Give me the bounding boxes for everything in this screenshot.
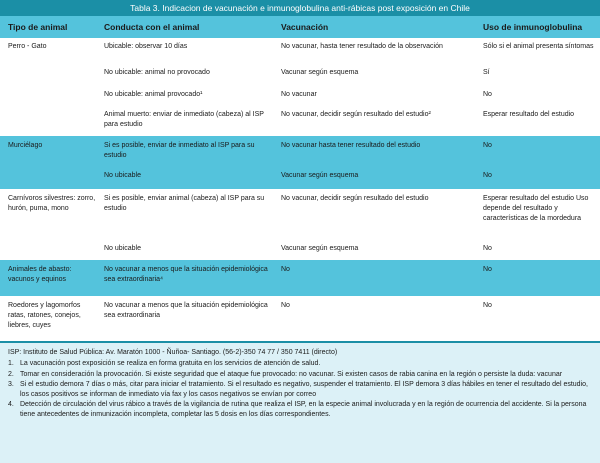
inmuno-cell: Sólo si el animal presenta síntomas xyxy=(483,43,594,50)
vacunacion-cell: No xyxy=(281,266,290,273)
footnote: 2. Tomar en consideración la provocación. Si existe seguridad que el ataque fue provocado: no vacunar. Si existen casos de rabia canina en la región o persiste la duda: vacunar xyxy=(8,370,563,378)
animal-cell: Carnívoros silvestres: zorro, hurón, puma, mono xyxy=(8,195,96,212)
table-row xyxy=(0,108,600,136)
animal-cell: Roedores y lagomorfos ratas, ratones, conejos, liebres, cuyes xyxy=(8,302,81,329)
inmuno-cell: No xyxy=(483,172,492,179)
inmuno-cell: No xyxy=(483,245,492,252)
vacunacion-cell: No vacunar, hasta tener resultado de la observación xyxy=(281,43,443,50)
table-header xyxy=(0,16,600,38)
group-murcielago xyxy=(0,136,600,189)
header-inmunoglobulina: Uso de inmunoglobulina xyxy=(483,22,583,32)
conducta-cell: Ubicable: observar 10 días xyxy=(104,43,188,50)
vacunacion-cell: Vacunar según esquema xyxy=(281,172,359,179)
footnote: 3. Si el estudio demora 7 días o más, citar para iniciar el tratamiento. Si el resultado es negativo, suspender el tratamiento. El ISP demora 3 días hábiles en tener el resultado del estudio, los casos positivos se informan de inmediato vía fax y los casos negativos se envían por correo xyxy=(8,381,588,398)
inmuno-cell: No xyxy=(483,142,492,149)
animal-cell: Animales de abasto: vacunos y equinos xyxy=(8,266,72,283)
vacunacion-cell: No vacunar xyxy=(281,91,317,98)
inmuno-cell: Esperar resultado del estudio xyxy=(483,111,575,118)
conducta-cell: Si es posible, enviar de inmediato al ISP para su estudio xyxy=(104,142,255,159)
vacunacion-cell: No vacunar hasta tener resultado del estudio xyxy=(281,142,421,149)
table-row xyxy=(0,139,600,169)
table-row xyxy=(0,263,600,296)
table-row xyxy=(0,66,600,88)
group-animales-abasto xyxy=(0,260,600,296)
inmuno-cell: No xyxy=(483,266,492,273)
vacunacion-cell: Vacunar según esquema xyxy=(281,69,359,76)
header-conducta: Conducta con el animal xyxy=(104,22,200,32)
inmuno-cell: No xyxy=(483,302,492,309)
table-row xyxy=(0,242,600,260)
table-row xyxy=(0,192,600,242)
table-row xyxy=(0,40,600,66)
group-perro-gato xyxy=(0,38,600,136)
inmuno-cell: Sí xyxy=(483,69,490,76)
conducta-cell: No ubicable: animal no provocado xyxy=(104,69,210,76)
footnote: 4. Detección de circulación del virus rábico a través de la vigilancia de rutina que realiza el ISP, en la especie animal involucrada y en la región de ocurrencia del accidente. Si la persona tiene antecedentes de inmunización incompleta, completar las 5 dosis en los días correspondientes. xyxy=(8,401,587,418)
animal-cell: Perro - Gato xyxy=(8,43,47,50)
vacunacion-cell: No xyxy=(281,302,290,309)
footnote: 1. La vacunación post exposición se realiza en forma gratuita en los servicios de atención de salud. xyxy=(8,360,321,367)
inmuno-cell: Esperar resultado del estudio Uso depende del resultado y características de la mordedura xyxy=(483,195,589,222)
group-roedores xyxy=(0,296,600,342)
vacunacion-cell: No vacunar, decidir según resultado del estudio² xyxy=(281,111,431,118)
table-row xyxy=(0,169,600,189)
header-tipo-animal: Tipo de animal xyxy=(8,22,68,32)
conducta-cell: No ubicable: animal provocado¹ xyxy=(104,91,203,98)
source-note: ISP: Instituto de Salud Pública: Av. Maratón 1000 - Ñuñoa- Santiago. (56-2)-350 74 77 / 350 7411 (directo) xyxy=(0,342,600,359)
conducta-cell: No ubicable xyxy=(104,172,141,179)
group-carnivoros xyxy=(0,189,600,260)
footnotes xyxy=(0,359,600,419)
conducta-cell: Animal muerto: enviar de inmediato (cabeza) al ISP para estudio xyxy=(104,111,264,128)
inmuno-cell: No xyxy=(483,91,492,98)
animal-cell: Murciélago xyxy=(8,142,43,149)
conducta-cell: Si es posible, enviar animal (cabeza) al ISP para su estudio xyxy=(104,195,265,212)
conducta-cell: No vacunar a menos que la situación epidemiológica sea extraordinaria⁴ xyxy=(104,266,268,283)
table-title: Tabla 3. Indicacion de vacunación e inmunoglobulina anti-rábicas post exposición en Chile xyxy=(0,0,600,16)
conducta-cell: No vacunar a menos que la situación epidemiológica sea extraordinaria xyxy=(104,302,268,319)
vacunacion-cell: No vacunar, decidir según resultado del estudio xyxy=(281,195,429,202)
conducta-cell: No ubicable xyxy=(104,245,141,252)
table-row xyxy=(0,88,600,108)
header-vacunacion: Vacunación xyxy=(281,22,329,32)
table-row xyxy=(0,299,600,341)
vacunacion-cell: Vacunar según esquema xyxy=(281,245,359,252)
